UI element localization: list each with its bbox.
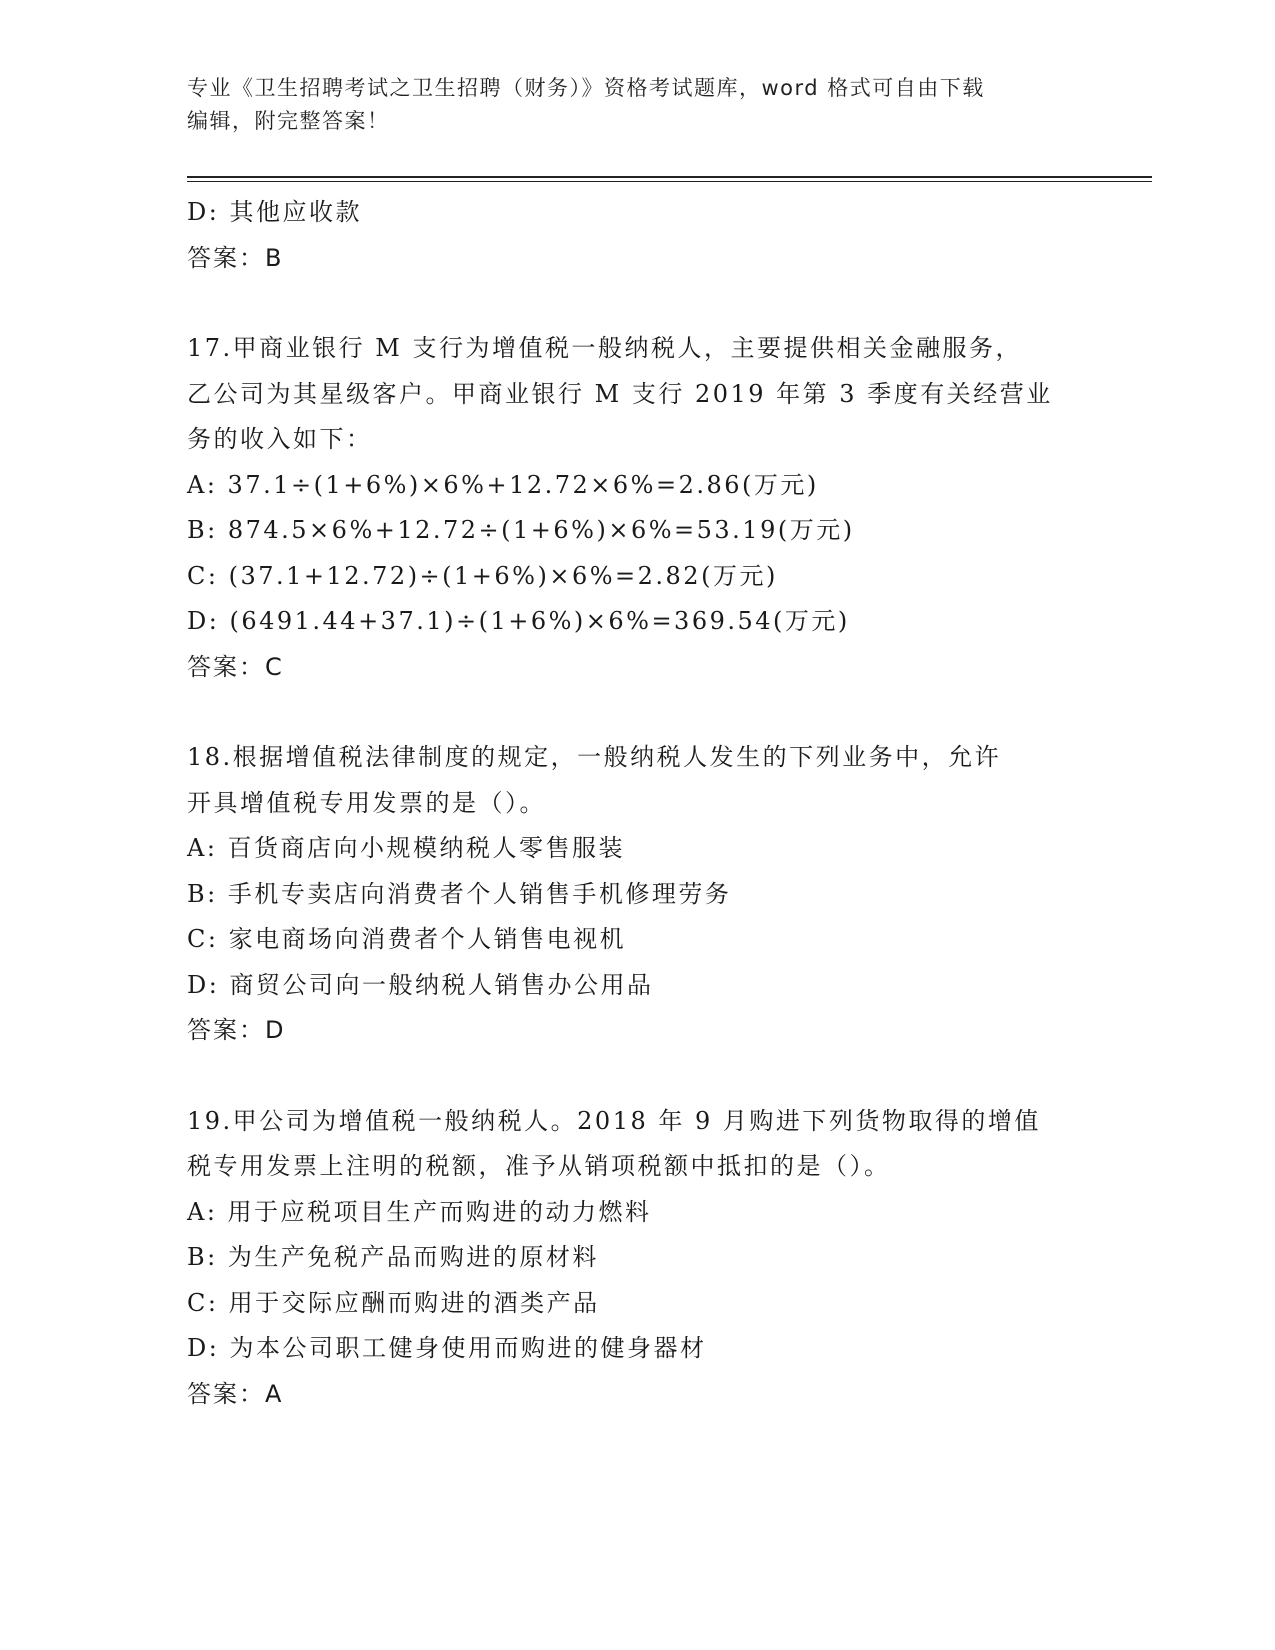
answer-prev: 答案：B (187, 243, 284, 272)
question-19 (187, 1099, 1087, 1418)
question-18 (187, 735, 1087, 1054)
option-c: C: 家电商场向消费者个人销售电视机 (187, 925, 627, 953)
header-rule-thin (187, 181, 1152, 182)
question-stem-line: 18.根据增值税法律制度的规定，一般纳税人发生的下列业务中，允许 (187, 743, 1002, 771)
document-header (187, 72, 1067, 138)
option-b: B: 手机专卖店向消费者个人销售手机修理劳务 (187, 879, 732, 908)
answer: 答案：D (187, 1016, 286, 1044)
question-stem-line: 19.甲公司为增值税一般纳税人。2018 年 9 月购进下列货物取得的增值 (187, 1106, 1041, 1135)
question-stem-line: 17.甲商业银行 M 支行为增值税一般纳税人，主要提供相关金融服务， (187, 334, 1022, 362)
option-a: A: 百货商店向小规模纳税人零售服装 (187, 834, 626, 862)
option-b: B: 为生产免税产品而购进的原材料 (187, 1243, 599, 1271)
option-a: A: 用于应税项目生产而购进的动力燃料 (187, 1197, 652, 1226)
header-line-2: 编辑，附完整答案！ (187, 109, 390, 133)
option-d: D: (6491.44+37.1)÷(1+6%)×6%=369.54(万元) (187, 607, 850, 635)
option-c: C: 用于交际应酬而购进的酒类产品 (187, 1288, 600, 1317)
header-rule-thick (187, 176, 1152, 178)
question-list (187, 190, 1087, 1417)
question-stem-line: 乙公司为其星级客户。甲商业银行 M 支行 2019 年第 3 季度有关经营业 (187, 379, 1053, 408)
option-d: D: 为本公司职工健身使用而购进的健身器材 (187, 1334, 707, 1362)
answer: 答案：C (187, 652, 284, 681)
question-stem-line: 开具增值税专用发票的是（）。 (187, 788, 546, 817)
option-c: C: (37.1+12.72)÷(1+6%)×6%=2.82(万元) (187, 561, 778, 590)
option-d-prev: D: 其他应收款 (187, 198, 362, 226)
question-stem-line: 务的收入如下： (187, 425, 373, 453)
question-stem-line: 税专用发票上注明的税额，准予从销项税额中抵扣的是（）。 (187, 1152, 891, 1180)
option-b: B: 874.5×6%+12.72÷(1+6%)×6%=53.19(万元) (187, 516, 855, 544)
header-line-1: 专业《卫生招聘考试之卫生招聘（财务）》资格考试题库，word 格式可自由下载 (187, 76, 985, 100)
answer: 答案：A (187, 1379, 284, 1408)
option-a: A: 37.1÷(1+6%)×6%+12.72×6%=2.86(万元) (187, 470, 819, 499)
question-17 (187, 326, 1087, 690)
option-d: D: 商贸公司向一般纳税人销售办公用品 (187, 970, 654, 999)
